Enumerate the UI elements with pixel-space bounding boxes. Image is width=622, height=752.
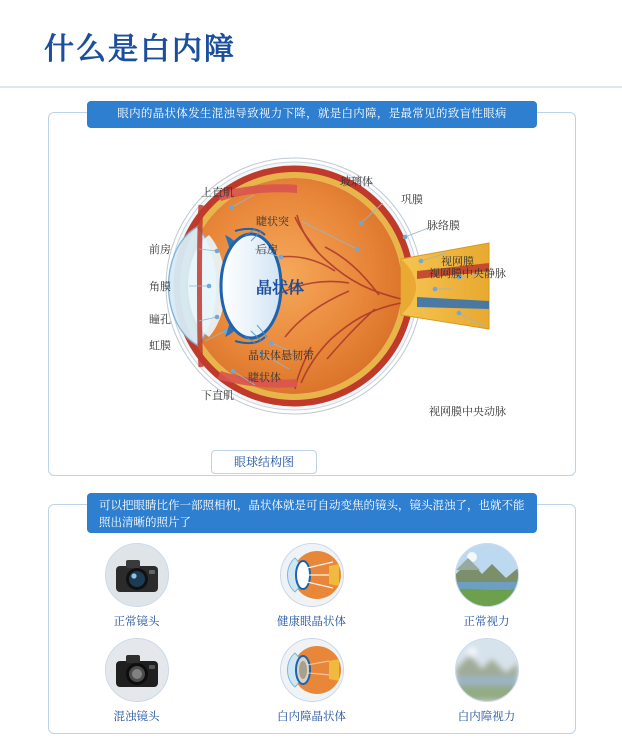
label-ciliary-body: 睫状体: [248, 372, 281, 384]
label-anterior-chamber: 前房: [149, 244, 171, 256]
camera-row-cataract: [49, 638, 575, 733]
label-central-retinal-vein: 视网膜中央静脉: [429, 268, 506, 280]
landscape-clear-icon: [455, 543, 519, 607]
camera-analogy-grid: [49, 543, 575, 733]
eye-diagram-caption: 眼球结构图: [211, 450, 317, 474]
label-ciliary-process: 睫状突: [256, 216, 289, 228]
camera-panel-banner: 可以把眼睛比作一部照相机，晶状体就是可自动变焦的镜头，镜头混浊了，也就不能照出清晰的照片了: [87, 493, 537, 533]
camera-normal-icon: [105, 543, 169, 607]
label-retina: 视网膜: [441, 256, 474, 268]
label-vitreous: 玻璃体: [340, 176, 373, 188]
cell-normal-lens: [49, 543, 224, 638]
label-lens: 晶状体: [256, 280, 305, 297]
title-divider: [0, 86, 622, 88]
page-title: 什么是白内障: [44, 33, 236, 66]
camera-row-normal: [49, 543, 575, 638]
cell-cataract-lens: [224, 638, 399, 733]
cell-label: 正常镜头: [113, 616, 160, 628]
label-inferior-rectus: 下直肌: [201, 390, 234, 402]
camera-blurry-icon: [105, 638, 169, 702]
cell-cataract-vision: [399, 638, 574, 733]
label-pupil: 瞳孔: [149, 314, 171, 326]
eye-cataract-icon: [280, 638, 344, 702]
cell-healthy-lens: [224, 543, 399, 638]
cell-label: 健康眼晶状体: [277, 616, 346, 628]
label-posterior-chamber: 后房: [256, 244, 278, 256]
label-sclera: 巩膜: [401, 194, 423, 206]
label-choroid: 脉络膜: [427, 220, 460, 232]
landscape-blurry-icon: [455, 638, 519, 702]
label-central-retinal-artery: 视网膜中央动脉: [429, 406, 506, 418]
eye-illustration: [49, 131, 575, 451]
eye-panel-banner: 眼内的晶状体发生混浊导致视力下降，就是白内障，是最常见的致盲性眼病: [87, 101, 537, 128]
label-zonule: 晶状体悬韧带: [248, 350, 314, 362]
label-cornea: 角膜: [149, 281, 171, 293]
cell-label: 正常视力: [463, 616, 510, 628]
cell-label: 白内障视力: [457, 711, 516, 723]
cell-label: 白内障晶状体: [277, 711, 346, 723]
label-superior-rectus: 上直肌: [201, 187, 234, 199]
eye-diagram-panel: [48, 108, 576, 476]
eye-healthy-icon: [280, 543, 344, 607]
label-iris: 虹膜: [149, 340, 171, 352]
cell-normal-vision: [399, 543, 574, 638]
camera-analogy-panel: [48, 500, 576, 734]
cell-label: 混浊镜头: [113, 711, 160, 723]
cell-blurry-lens: [49, 638, 224, 733]
